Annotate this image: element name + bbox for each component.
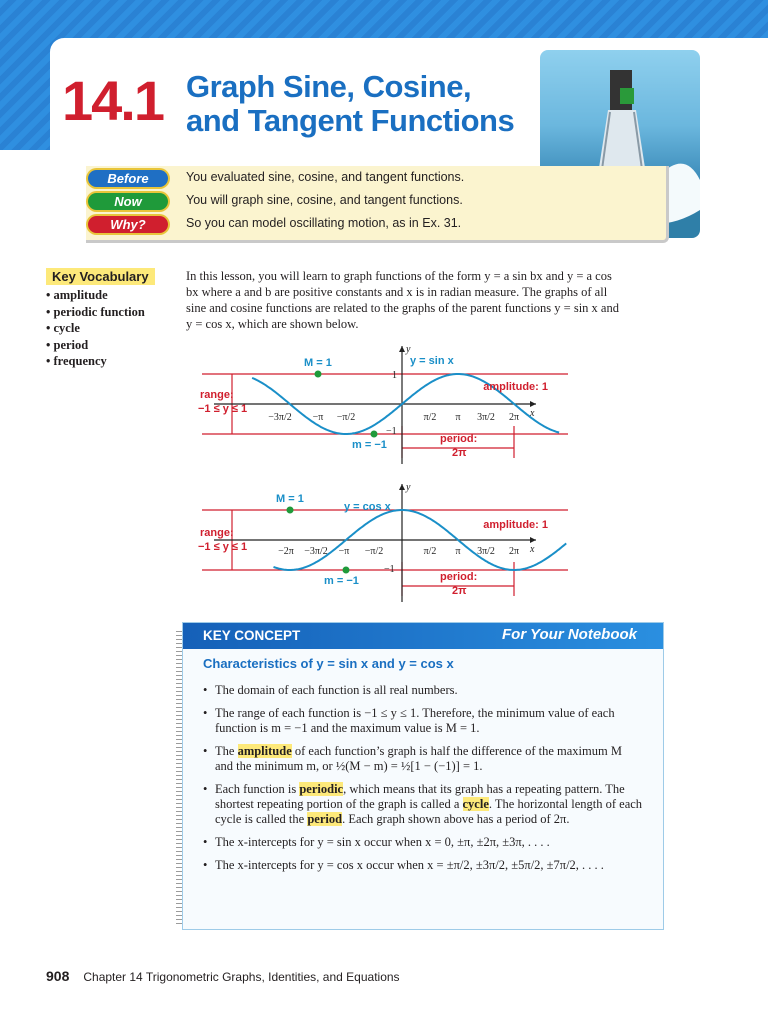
now-label: Now: [88, 193, 168, 210]
sine-tick-label: 3π/2: [477, 412, 495, 423]
sine-max-label: M = 1: [304, 357, 332, 369]
sine-amplitude-label: amplitude: 1: [483, 381, 548, 393]
cosine-max-label: M = 1: [276, 493, 304, 505]
sine-curve-label: y = sin x: [410, 355, 454, 367]
key-concept-box: [182, 622, 664, 930]
page-footer: [46, 968, 400, 984]
lesson-title: Graph Sine, Cosine, and Tangent Functions: [186, 69, 515, 138]
cosine-tick-label: −2π: [278, 546, 294, 557]
cosine-tick-label: −3π/2: [304, 546, 328, 557]
periodic-term: periodic: [299, 782, 344, 796]
concept-item: • The domain of each function is all real numbers.: [203, 683, 643, 698]
concept-item: • The amplitude of each function’s graph is half the difference of the maximum M and the minimum m, or ½(M − m) = ½[1 − (−1)] = 1.: [203, 744, 643, 774]
cosine-curve-label: y = cos x: [344, 501, 391, 513]
sine-neg-one-label: −1: [386, 426, 397, 437]
vocab-item: • amplitude: [46, 288, 108, 302]
sine-period-value: 2π: [452, 447, 467, 459]
key-concept-title: KEY CONCEPT: [203, 628, 301, 643]
cosine-neg-one-label: −1: [384, 564, 395, 575]
why-text: So you can model oscillating motion, as in Ex. 31.: [186, 216, 462, 230]
key-concept-header: [183, 623, 663, 649]
why-label: Why?: [88, 216, 168, 233]
vocab-item: • period: [46, 337, 89, 352]
sine-tick-label: π/2: [423, 412, 437, 423]
cosine-min-label: m = −1: [324, 575, 359, 587]
key-concept-subtitle: Characteristics of y = sin x and y = cos x: [203, 656, 454, 671]
key-concept-list: [203, 683, 643, 881]
sine-tick-label: 2π: [508, 412, 520, 423]
cosine-graph: [196, 478, 568, 606]
cosine-range-value: −1 ≤ y ≤ 1: [198, 541, 248, 553]
intro-paragraph: In this lesson, you will learn to graph functions of the form y = a sin bx and y = a cos bx where a and b are positive constants and x is in radian measure. The graphs of all sine and cosine functions are related to the graphs of the parent functions y = sin x and y = cos x, which are shown below.: [186, 269, 619, 331]
sine-min-label: m = −1: [352, 439, 387, 451]
now-text: You will graph sine, cosine, and tangent functions.: [186, 193, 463, 207]
vocab-item: • frequency: [46, 354, 107, 369]
cosine-tick-label: 3π/2: [477, 546, 495, 557]
concept-item: • The x-intercepts for y = cos x occur when x = ±π/2, ±3π/2, ±5π/2, ±7π/2, . . . .: [203, 858, 643, 873]
sine-graph: [196, 340, 568, 468]
sine-one-label: 1: [392, 370, 397, 381]
cosine-period-label: period:: [440, 571, 478, 583]
sine-x-label: x: [530, 408, 535, 419]
sine-range-value: −1 ≤ y ≤ 1: [198, 403, 248, 415]
cosine-tick-label: −π: [338, 546, 350, 557]
concept-item: • The x-intercepts for y = sin x occur when x = 0, ±π, ±2π, ±3π, . . . .: [203, 835, 643, 850]
cosine-tick-label: π/2: [423, 546, 437, 557]
cosine-period-value: 2π: [452, 585, 467, 597]
sine-y-label: y: [406, 344, 411, 355]
lesson-number: 14.1: [62, 69, 163, 132]
sine-tick-label: −π/2: [336, 412, 356, 423]
concept-item: • Each function is periodic, which means that its graph has a repeating pattern. The shortest repeating portion of the graph is called a cycle. The horizontal length of each cycle is called the period. Each graph shown above has a period of 2π.: [203, 782, 643, 827]
before-text: You evaluated sine, cosine, and tangent functions.: [186, 170, 465, 184]
cosine-tick-label: −π/2: [364, 546, 384, 557]
period-term: period: [307, 812, 343, 826]
cycle-term: cycle: [462, 797, 489, 811]
notebook-label: For Your Notebook: [502, 626, 637, 643]
sine-tick-label: −π: [312, 412, 324, 423]
cosine-range-label: range:: [200, 527, 234, 539]
sine-range-label: range:: [200, 389, 234, 401]
before-now-why-box: [86, 166, 669, 243]
page-number: 908: [46, 968, 70, 984]
cosine-tick-label: π: [455, 546, 461, 557]
vocab-item: • periodic function: [46, 304, 145, 319]
vocabulary-list: [46, 287, 145, 370]
cosine-y-label: y: [406, 482, 411, 493]
before-label: Before: [88, 170, 168, 187]
chapter-title: Chapter 14 Trigonometric Graphs, Identities, and Equations: [83, 970, 400, 984]
cosine-x-label: x: [530, 544, 535, 555]
key-vocabulary-title: Key Vocabulary: [46, 268, 155, 285]
amplitude-term: amplitude: [237, 744, 292, 758]
cosine-amplitude-label: amplitude: 1: [483, 519, 548, 531]
vocab-item: • cycle: [46, 321, 80, 336]
concept-item: • The range of each function is −1 ≤ y ≤ 1. Therefore, the minimum value of each function is m = −1 and the maximum value is M = 1.: [203, 706, 643, 736]
sine-tick-label: −3π/2: [268, 412, 292, 423]
sine-tick-label: π: [455, 412, 461, 423]
cosine-tick-label: 2π: [508, 546, 520, 557]
sine-period-label: period:: [440, 433, 478, 445]
